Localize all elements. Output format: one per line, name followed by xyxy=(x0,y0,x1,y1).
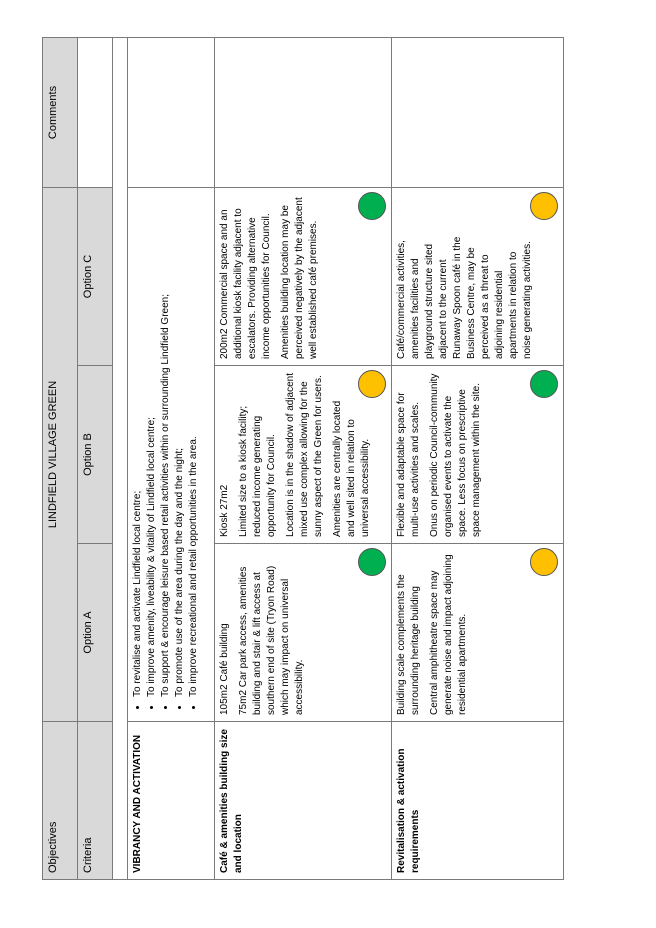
criteria-cell: VIBRANCY AND ACTIVATION xyxy=(128,722,215,880)
cell-text: 200m2 Commercial space and an additional kiosk facility adjacent to escalators. Providing alternative income opportunities for Council. xyxy=(219,208,272,359)
rating-indicator-icon xyxy=(530,370,558,398)
cell-text: Kiosk 27m2 xyxy=(219,484,230,537)
page-title: LINDFIELD VILLAGE GREEN xyxy=(43,187,78,721)
list-item: • To promote use of the area during the day and the night; xyxy=(173,194,187,697)
cell-text: 105m2 Café building xyxy=(219,623,230,715)
option-a-cell xyxy=(215,544,392,722)
cell-text: Central amphitheatre space may generate noise and impact adjoining residential apartments. xyxy=(429,554,468,715)
spacer-row xyxy=(113,37,128,879)
comments-cell xyxy=(128,37,215,187)
rating-indicator-icon xyxy=(358,370,386,398)
header-row-criteria xyxy=(78,37,113,879)
cell-text: Amenities are centrally located and well sited in relation to universal accessibility. xyxy=(332,400,371,537)
criteria-cell: Café & amenities building size and location xyxy=(215,722,392,880)
option-b-cell xyxy=(215,366,392,544)
option-c-cell xyxy=(215,187,392,365)
cell-text: Flexible and adaptable space for multi-use activities and scales. xyxy=(396,392,421,537)
cell-text: Onus on periodic Council-community organised events to activate the space. Less focus on prescriptive space management within the site. xyxy=(429,373,482,537)
list-item: • To improve amenity, liveability & vitality of Lindfield local centre; xyxy=(145,194,159,697)
cell-text: Building scale complements the surrounding heritage building xyxy=(396,574,421,715)
comments-label: Comments xyxy=(43,37,78,187)
rating-indicator-icon xyxy=(530,548,558,576)
list-item: • To improve recreational and retail opportunities in the area. xyxy=(187,194,201,697)
option-b-label: Option B xyxy=(78,366,113,544)
cell-text: Café/commercial activities, amenities facilities and playground structure sited adjacent to the current Runaway Spoon café in the Business Centre, may be perceived as a threat to adjoining residential apartments in relation to noise generating activities. xyxy=(396,236,533,359)
option-a-cell xyxy=(392,544,564,722)
rating-indicator-icon xyxy=(530,192,558,220)
objectives-bullets-cell xyxy=(128,187,215,721)
list-item: • To revitalise and activate Lindfield local centre; xyxy=(131,194,145,697)
table-row xyxy=(215,37,392,879)
table-row xyxy=(392,37,564,879)
comments-cell xyxy=(392,37,564,187)
list-item: • To support & encourage leisure based retail activities within or surrounding Lindfield Green; xyxy=(159,194,173,697)
criteria-cell: Revitalisation & activation requirements xyxy=(392,722,564,880)
criteria-label: Criteria xyxy=(78,722,113,880)
table-row xyxy=(128,37,215,879)
comments-header-blank xyxy=(78,37,113,187)
objectives-list xyxy=(131,194,201,715)
option-a-label: Option A xyxy=(78,544,113,722)
option-c-cell xyxy=(392,187,564,365)
cell-text: Amenities building location may be perceived negatively by the adjacent well established café premises. xyxy=(280,197,319,359)
rating-indicator-icon xyxy=(358,192,386,220)
header-row-objectives xyxy=(43,37,78,879)
cell-text: Limited size to a kiosk facility; reduced income generating opportunity for Council. xyxy=(238,405,277,537)
option-c-label: Option C xyxy=(78,187,113,365)
cell-text: 75m2 Car park access, amenities building and stair & lift access at southern end of site (Tryon Road) which may impact on universal accessibility. xyxy=(238,565,305,715)
rating-indicator-icon xyxy=(358,548,386,576)
comments-cell xyxy=(215,37,392,187)
objectives-table xyxy=(42,37,564,880)
objectives-label: Objectives xyxy=(43,722,78,880)
option-b-cell xyxy=(392,366,564,544)
cell-text: Location is in the shadow of adjacent mixed use complex allowing for the sunny aspect of the Green for users. xyxy=(285,373,324,537)
